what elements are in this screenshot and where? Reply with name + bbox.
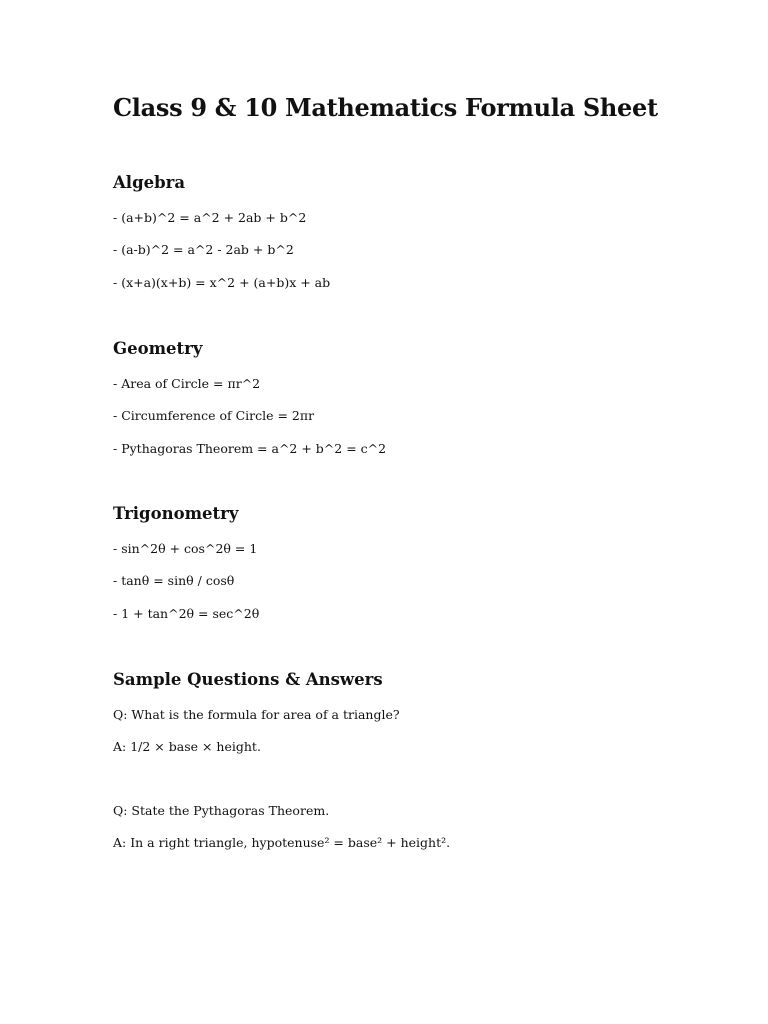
section-heading-trigonometry: Trigonometry (113, 504, 239, 523)
question-line: Q: What is the formula for area of a triangle? (113, 707, 400, 722)
answer-line: A: 1/2 × base × height. (113, 739, 261, 754)
section-heading-sample-questions: Sample Questions & Answers (113, 670, 383, 689)
formula-line: - (a-b)^2 = a^2 - 2ab + b^2 (113, 242, 294, 257)
page-title: Class 9 & 10 Mathematics Formula Sheet (113, 93, 658, 122)
formula-line: - Pythagoras Theorem = a^2 + b^2 = c^2 (113, 441, 387, 456)
section-heading-algebra: Algebra (113, 173, 186, 192)
formula-line: - tanθ = sinθ / cosθ (113, 573, 235, 588)
answer-line: A: In a right triangle, hypotenuse² = base² + height². (113, 835, 451, 850)
formula-line: - 1 + tan^2θ = sec^2θ (113, 606, 260, 621)
question-line: Q: State the Pythagoras Theorem. (113, 803, 330, 818)
formula-line: - sin^2θ + cos^2θ = 1 (113, 541, 258, 556)
formula-line: - Area of Circle = πr^2 (113, 376, 261, 391)
formula-line: - Circumference of Circle = 2πr (113, 408, 315, 423)
formula-line: - (x+a)(x+b) = x^2 + (a+b)x + ab (113, 275, 331, 290)
section-heading-geometry: Geometry (113, 339, 203, 358)
formula-line: - (a+b)^2 = a^2 + 2ab + b^2 (113, 210, 307, 225)
